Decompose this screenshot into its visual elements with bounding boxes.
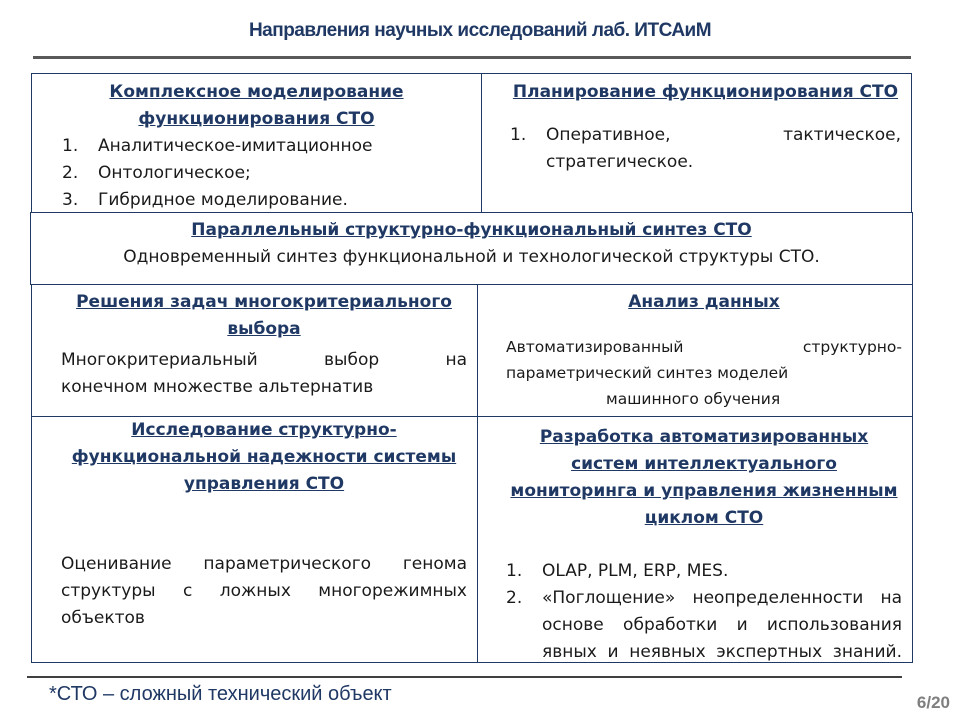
multicriteria-block	[31, 284, 478, 417]
list-item-number: 1.	[62, 136, 79, 156]
reliability-text-line-1: Оценивание параметрического генома	[61, 554, 467, 574]
multicriteria-heading	[61, 289, 467, 343]
list-item-text: Гибридное моделирование.	[98, 190, 348, 210]
list-item-text: OLAP, PLM, ERP, MES.	[542, 561, 729, 581]
data-analysis-text-line-3: машинного обучения	[606, 390, 781, 408]
monitoring-heading-line-1: Разработка автоматизированных	[539, 427, 869, 447]
list-item-number: 3.	[62, 190, 79, 210]
reliability-text-line-2: структуры с ложных многорежимных	[61, 581, 467, 601]
title-divider	[33, 56, 911, 59]
list-item	[506, 558, 902, 585]
list-item	[62, 133, 471, 160]
list-item-text	[546, 122, 901, 176]
footer-divider	[27, 676, 902, 678]
synthesis-heading: Параллельный структурно-функциональный синтез СТО	[191, 220, 752, 240]
synthesis-text: Одновременный синтез функциональной и технологической структуры СТО.	[123, 247, 820, 267]
reliability-heading-line-1: Исследование структурно-	[131, 420, 397, 440]
list-item-line: «Поглощение» неопределенности на	[542, 588, 902, 608]
list-item-text: Онтологическое;	[98, 163, 251, 183]
monitoring-heading-line-2: систем интеллектуального	[571, 454, 837, 474]
monitoring-block	[477, 416, 913, 663]
synthesis-block	[30, 212, 913, 285]
list-item-text: Аналитическое-имитационное	[98, 136, 373, 156]
monitoring-list	[506, 558, 902, 663]
reliability-heading-line-3: управления СТО	[183, 474, 345, 494]
reliability-text-line-3: объектов	[61, 608, 145, 628]
list-item	[510, 122, 901, 176]
monitoring-heading-line-3: мониторинга и управления жизненным	[510, 481, 898, 501]
list-item-number: 1.	[506, 561, 523, 581]
list-item	[506, 585, 902, 663]
complex-modeling-heading-line-1: Комплексное моделирование	[109, 82, 404, 102]
multicriteria-heading-line-1: Решения задач многокритериального	[76, 292, 452, 312]
reliability-block	[31, 416, 478, 663]
reliability-heading-line-2: функциональной надежности системы	[71, 447, 457, 467]
complex-modeling-block	[31, 73, 482, 213]
multicriteria-text-line-1: Многокритериальный выбор на	[61, 350, 467, 370]
reliability-heading	[61, 417, 467, 498]
list-item-number: 1.	[510, 125, 527, 145]
multicriteria-heading-line-2: выбора	[227, 319, 301, 339]
list-item-text	[542, 585, 902, 663]
planning-list	[510, 122, 901, 176]
monitoring-heading	[506, 424, 902, 532]
data-analysis-text-line-1: Автоматизированный структурно-	[506, 338, 902, 356]
monitoring-heading-line-4: циклом СТО	[644, 508, 764, 528]
slide-title: Направления научных исследований лаб. ИТСАиМ	[248, 20, 712, 41]
complex-modeling-heading	[62, 79, 471, 133]
list-item-line: явных и неявных экспертных знаний.	[542, 642, 902, 662]
list-item	[62, 187, 471, 213]
page-number: 6/20	[916, 693, 950, 712]
multicriteria-text-line-2: конечном множестве альтернатив	[61, 377, 374, 397]
data-analysis-block	[477, 284, 913, 417]
complex-modeling-heading-line-2: функционирования СТО	[138, 109, 375, 129]
data-analysis-text-line-2: параметрический синтез моделей	[506, 364, 789, 382]
list-item-line: основе обработки и использования	[542, 615, 902, 635]
footnote: *СТО – сложный технический объект	[49, 683, 392, 705]
list-item-line: стратегическое.	[546, 152, 694, 172]
planning-block	[481, 73, 912, 213]
planning-heading: Планирование функционирования СТО	[512, 82, 899, 102]
complex-modeling-list	[62, 133, 471, 213]
data-analysis-heading: Анализ данных	[628, 292, 780, 312]
list-item	[62, 160, 471, 187]
list-item-number: 2.	[62, 163, 79, 183]
list-item-number: 2.	[506, 588, 523, 608]
list-item-line: Оперативное, тактическое,	[546, 125, 901, 145]
